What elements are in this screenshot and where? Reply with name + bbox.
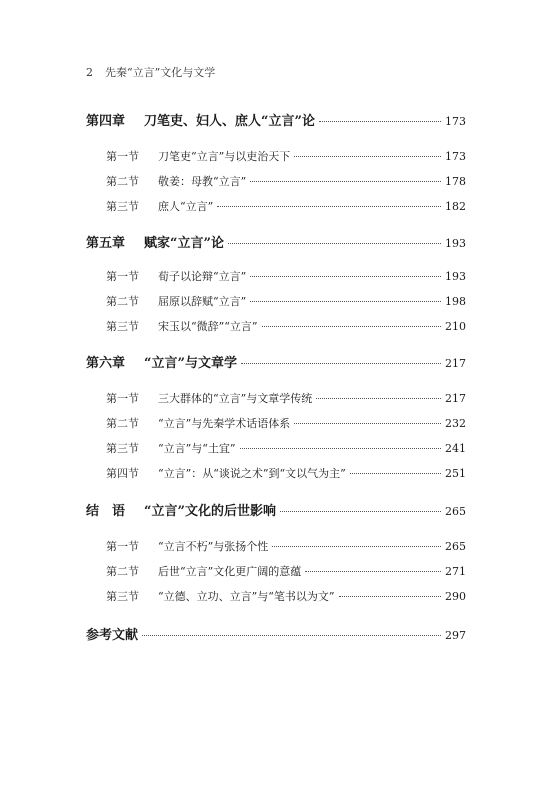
toc-page: 265: [445, 540, 466, 553]
toc-page: 241: [445, 442, 466, 455]
toc-label: 第三节: [106, 590, 139, 603]
toc-section[interactable]: [86, 390, 466, 406]
toc-section[interactable]: [86, 563, 466, 579]
running-header: [86, 64, 215, 80]
leader-dots: [240, 447, 442, 449]
toc-title: “立言”与文章学: [144, 356, 237, 371]
toc-title: 屈原以辞赋“立言”: [158, 295, 247, 308]
toc-section[interactable]: [86, 293, 466, 309]
toc-page: 173: [445, 115, 466, 128]
toc-label: 第二节: [106, 565, 139, 578]
toc-title: 赋家“立言”论: [144, 236, 224, 251]
toc-section[interactable]: [86, 268, 466, 284]
toc-title: 三大群体的“立言”与文章学传统: [158, 392, 313, 405]
leader-dots: [339, 595, 442, 597]
toc-title: “立言”：从“谈说之术”到“文以气为主”: [158, 467, 346, 480]
toc-title: 敬姜：母教“立言”: [158, 175, 247, 188]
toc-title: “立言”文化的后世影响: [144, 504, 276, 519]
toc-label: 第二节: [106, 417, 139, 430]
toc-label: 结 语: [86, 504, 126, 519]
toc-title: 荀子以论辩“立言”: [158, 270, 247, 283]
toc-references[interactable]: [86, 624, 466, 643]
toc-page: 251: [445, 467, 466, 480]
toc-section[interactable]: [86, 318, 466, 334]
toc-section[interactable]: [86, 198, 466, 214]
toc-section[interactable]: [86, 148, 466, 164]
toc-section[interactable]: [86, 465, 466, 481]
toc-conclusion[interactable]: [86, 500, 466, 519]
toc-title: 宋玉以“微辞”“立言”: [158, 320, 258, 333]
toc-title: “立言”与“土宜”: [158, 442, 236, 455]
toc-title: “立言不朽”与张扬个性: [158, 540, 269, 553]
leader-dots: [272, 545, 441, 547]
toc-section[interactable]: [86, 440, 466, 456]
toc-title: 刀笔吏“立言”与以吏治天下: [158, 150, 291, 163]
toc-page: 193: [445, 270, 466, 283]
header-book-title: 先秦“立言”文化与文学: [105, 66, 216, 79]
toc-title: 后世“立言”文化更广阔的意蕴: [158, 565, 302, 578]
leader-dots: [250, 275, 441, 277]
toc-label: 第四节: [106, 467, 139, 480]
toc-section[interactable]: [86, 538, 466, 554]
leader-dots: [294, 155, 441, 157]
leader-dots: [316, 397, 441, 399]
toc-label: 第四章: [86, 114, 126, 129]
toc-label: 第五章: [86, 236, 126, 251]
leader-dots: [241, 362, 441, 364]
leader-dots: [142, 634, 441, 636]
toc-page: 297: [445, 629, 466, 642]
leader-dots: [294, 422, 441, 424]
toc-chapter-4[interactable]: [86, 110, 466, 129]
toc-page: 232: [445, 417, 466, 430]
toc-page: 217: [445, 392, 466, 405]
toc-label: 第一节: [106, 540, 139, 553]
leader-dots: [217, 205, 441, 207]
toc-label: 第一节: [106, 270, 139, 283]
toc-section[interactable]: [86, 173, 466, 189]
toc-section[interactable]: [86, 588, 466, 604]
toc-page: 198: [445, 295, 466, 308]
toc-page: 217: [445, 357, 466, 370]
toc-section[interactable]: [86, 415, 466, 431]
toc-label: 第一节: [106, 392, 139, 405]
toc-page: 265: [445, 505, 466, 518]
leader-dots: [250, 180, 441, 182]
toc-label: 第三节: [106, 442, 139, 455]
leader-dots: [262, 325, 442, 327]
header-page-number: 2: [86, 66, 93, 79]
toc-title: 庶人“立言”: [158, 200, 214, 213]
toc-page: 178: [445, 175, 466, 188]
toc-label: 第三节: [106, 320, 139, 333]
leader-dots: [350, 472, 441, 474]
toc-title: 刀笔吏、妇人、庶人“立言”论: [144, 114, 315, 129]
toc-title: “立言”与先秦学术话语体系: [158, 417, 291, 430]
leader-dots: [280, 510, 441, 512]
toc-label: 第二节: [106, 295, 139, 308]
toc-page: 210: [445, 320, 466, 333]
leader-dots: [305, 570, 441, 572]
toc-title: “立德、立功、立言”与“笔书以为文”: [158, 590, 335, 603]
leader-dots: [250, 300, 441, 302]
toc-label: 第一节: [106, 150, 139, 163]
toc-page: 271: [445, 565, 466, 578]
toc-page: 182: [445, 200, 466, 213]
toc-chapter-6[interactable]: [86, 352, 466, 371]
leader-dots: [228, 242, 441, 244]
toc-label: 第六章: [86, 356, 126, 371]
toc-label: 第三节: [106, 200, 139, 213]
toc-label: 第二节: [106, 175, 139, 188]
toc-label: 参考文献: [86, 628, 139, 643]
toc-page: 173: [445, 150, 466, 163]
toc-chapter-5[interactable]: [86, 232, 466, 251]
toc-page: 193: [445, 237, 466, 250]
toc-page: 290: [445, 590, 466, 603]
leader-dots: [319, 120, 441, 122]
